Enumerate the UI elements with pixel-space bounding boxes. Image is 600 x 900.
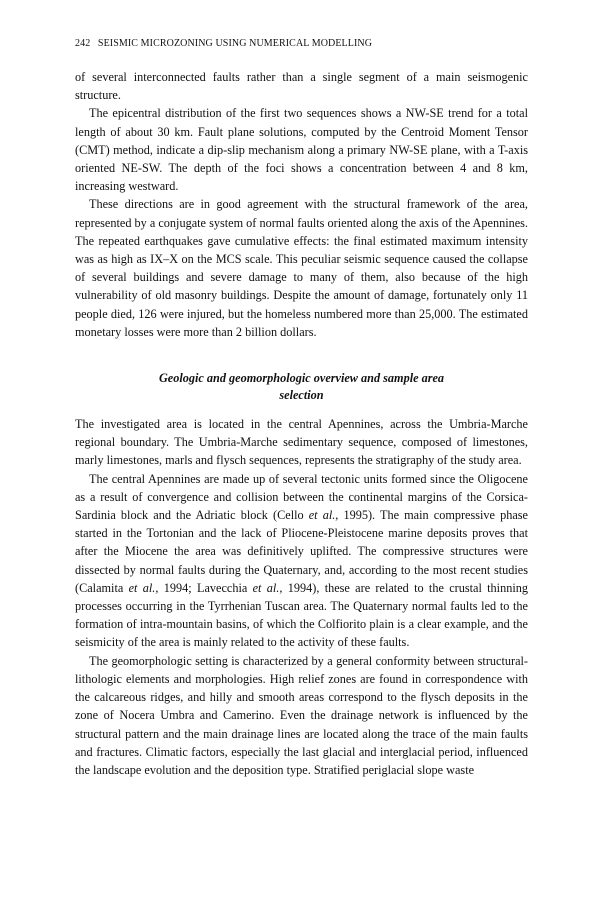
citation-et-al: et al.,: [308, 508, 339, 523]
page: [75, 0, 528, 779]
text-run: The central Apennines are made up of several tectonic units formed since the Oligocene as a result of convergence and collision between the continental margins of the Corsica-Sardinia block and the Adriatic block (Cello: [75, 471, 528, 523]
paragraph: These directions are in good agreement with the structural framework of the area, represented by a conjugate system of normal faults oriented along the axis of the Apennines. The repeated earthquakes gave cumulative effects: the final estimated maximum intensity was as high as IX–X on the MCS scale. This peculiar seismic sequence caused the collapse of several buildings and severe damage to many of them, also because of the high vulnerability of old masonry buildings. Despite the amount of damage, fortunately only 11 people died, 126 were injured, but the homeless numbered more than 25,000. The estimated monetary losses were more than 2 billion dollars.: [75, 197, 528, 339]
text-run: 1994; Lavecchia: [163, 580, 248, 595]
running-title: SEISMIC MICROZONING USING NUMERICAL MODELLING: [97, 38, 373, 49]
body-text: [75, 68, 528, 779]
paragraph: The investigated area is located in the central Apennines, across the Umbria-Marche regional boundary. The Umbria-Marche sedimentary sequence, composed of limestones, marly limestones, marls and flysch sequences, represents the stratigraphy of the study area.: [75, 417, 528, 468]
citation-et-al: et al.,: [252, 580, 283, 595]
text-run: 1994), these are related to the crustal thinning processes occurring in the Tyrrhenian Tuscan area. The Quaternary normal faults led to the formation of intra-mountain basins, of which the Colfiorito plain is a clear example, and the seismicity of the area is mainly related to the activity of these faults.: [75, 580, 528, 650]
page-number: 242: [75, 38, 91, 49]
citation-et-al: et al.,: [128, 580, 159, 595]
paragraph: [75, 470, 528, 652]
paragraph: The epicentral distribution of the first two sequences shows a NW-SE trend for a total length of about 30 km. Fault plane solutions, computed by the Centroid Moment Tensor (CMT) method, indicate a dip-slip mechanism along a primary NW-SE plane, with a T-axis oriented NE-SW. The depth of the foci shows a concentration between 4 and 8 km, increasing westward.: [75, 106, 528, 194]
section-heading-line-1: Geologic and geomorphologic overview and sample area: [158, 371, 445, 386]
paragraph: of several interconnected faults rather than a single segment of a main seismogenic structure.: [75, 70, 528, 103]
section-heading-line-2: selection: [279, 388, 324, 403]
section-heading: [75, 370, 528, 404]
text-run: 1995). The main compressive phase started in the Tortonian and the lack of Pliocene-Pleistocene marine deposits proves that after the Miocene the area was definitively uplifted. The compressive structures were dissected by normal faults during the Quaternary, and, according to the most recent studies (Calamita: [75, 508, 528, 595]
running-head: [75, 37, 528, 51]
paragraph: The geomorphologic setting is characterized by a general conformity between structural-lithologic elements and morphologies. High relief zones are found in correspondence with the calcareous ridges, and hilly and smooth areas correspond to the flysch deposits in the zone of Nocera Umbra and Camerino. Even the drainage network is influenced by the structural pattern and the main drainage lines are located along the trace of the main faults and fractures. Climatic factors, especially the last glacial and interglacial period, influenced the landscape evolution and the deposition type. Stratified periglacial slope waste: [75, 653, 528, 777]
